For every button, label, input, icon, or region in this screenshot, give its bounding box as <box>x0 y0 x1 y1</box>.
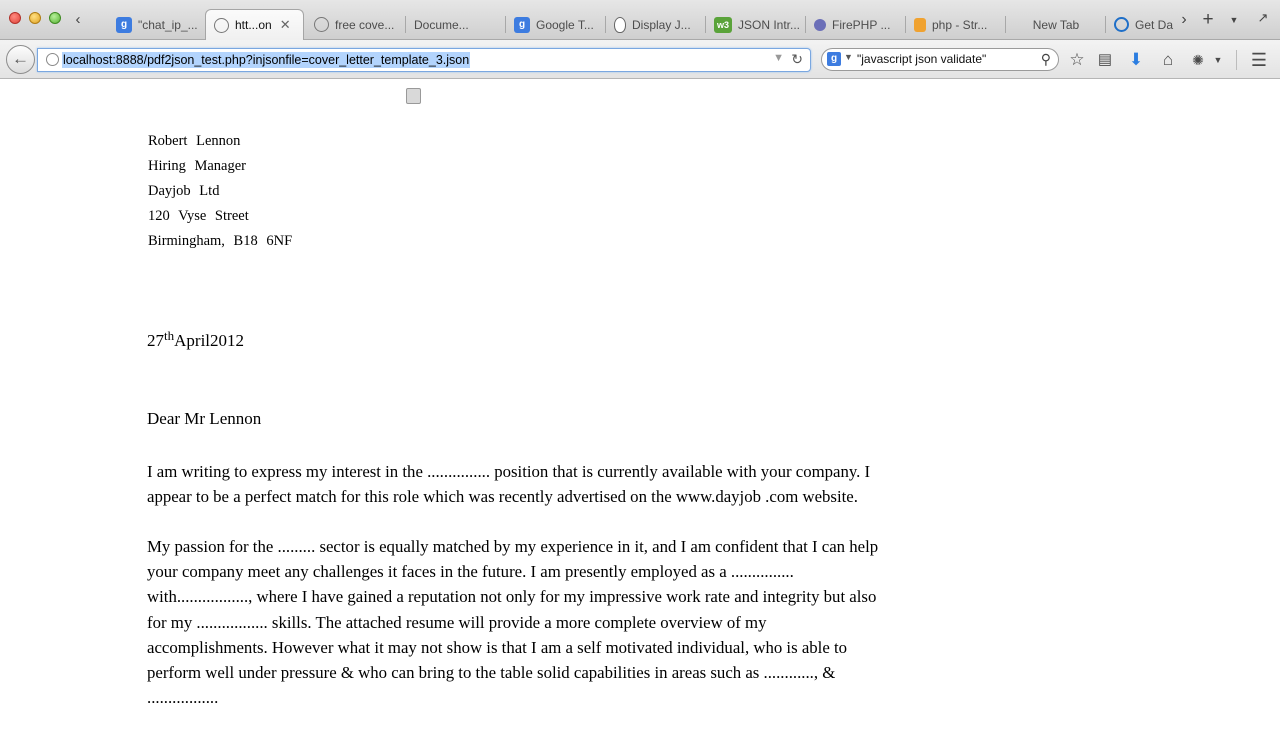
tab-display-json[interactable] <box>606 9 706 40</box>
scroll-tabs-right-icon[interactable]: › <box>1181 11 1187 28</box>
address-line-name: Robert Lennon <box>148 133 241 149</box>
bookmarks-list-icon[interactable]: ▤ <box>1097 51 1113 68</box>
tab-google-translate[interactable] <box>506 9 606 40</box>
tab-new-tab[interactable] <box>1006 9 1106 40</box>
scroll-tabs-left-icon[interactable]: ‹ <box>75 11 81 28</box>
address-line-company: Dayjob Ltd <box>148 183 220 199</box>
tab-documents[interactable] <box>406 9 506 40</box>
tab-label: php - Str... <box>932 17 988 32</box>
search-bar[interactable] <box>821 48 1059 71</box>
stackoverflow-icon <box>914 18 926 32</box>
address-line-title: Hiring Manager <box>148 158 247 174</box>
tab-label: Get Da <box>1135 17 1174 32</box>
paragraph-line: I am writing to express my interest in the ............... position that is currently available with your company. I <box>147 462 871 481</box>
date-month-year: April2012 <box>174 331 245 350</box>
close-window-button[interactable] <box>9 12 21 24</box>
paragraph-1 <box>147 459 947 509</box>
tab-label: "chat_ip_... <box>138 17 198 32</box>
address-line-street: 120 Vyse Street <box>148 208 249 224</box>
search-engine-icon[interactable]: g <box>827 52 841 66</box>
minimize-window-button[interactable] <box>29 12 41 24</box>
globe-icon <box>314 17 329 32</box>
firebug-dropdown-icon[interactable]: ▼ <box>1213 55 1223 65</box>
egg-icon <box>614 17 626 33</box>
address-line-city: Birmingham, B18 6NF <box>148 233 293 249</box>
google-icon: g <box>514 17 530 33</box>
menu-icon[interactable]: ☰ <box>1250 50 1268 70</box>
w3schools-icon: w3 <box>714 17 732 33</box>
letter-date <box>147 328 245 351</box>
list-all-tabs-icon[interactable]: ▼ <box>1229 15 1239 25</box>
tab-label: JSON Intr... <box>738 17 801 32</box>
tab-label: FirePHP ... <box>832 17 891 32</box>
close-tab-icon[interactable]: ✕ <box>279 17 291 32</box>
search-icon[interactable]: ⚲ <box>1040 51 1051 67</box>
back-button[interactable] <box>6 45 35 74</box>
bookmark-star-icon[interactable]: ☆ <box>1069 50 1085 69</box>
paragraph-line: accomplishments. However what it may not show is that I am a self motivated individual, who is able to <box>147 637 848 657</box>
home-icon[interactable]: ⌂ <box>1162 50 1174 69</box>
firephp-icon <box>814 19 826 31</box>
site-identity-globe-icon[interactable] <box>46 53 59 66</box>
date-suffix: th <box>164 328 175 343</box>
paragraph-line: perform well under pressure & who can bring to the table solid capabilities in areas such as ............, & <box>147 663 836 683</box>
paragraph-line: with................., where I have gained a reputation not only for my impressive work rate and integrity but also <box>147 587 877 607</box>
tab-strip <box>0 0 1280 40</box>
date-day: 27 <box>147 331 164 350</box>
tab-free-cover[interactable] <box>306 9 406 40</box>
new-tab-plus-icon[interactable]: + <box>1202 9 1214 30</box>
tab-label: free cove... <box>335 17 395 32</box>
paragraph-line: appear to be a perfect match for this role which was recently advertised on the www.dayjob .com website. <box>147 487 858 507</box>
tab-chat-ip[interactable] <box>108 9 205 40</box>
zoom-window-button[interactable] <box>49 12 61 24</box>
pdf-document-content <box>0 79 1280 729</box>
tab-get-data[interactable] <box>1106 9 1174 40</box>
reload-icon[interactable]: ↻ <box>791 51 803 67</box>
url-text[interactable]: localhost:8888/pdf2json_test.php?injsonfile=cover_letter_template_3.json <box>63 53 470 67</box>
navigation-toolbar <box>0 40 1280 79</box>
tab-label: Display J... <box>632 17 691 32</box>
downloads-icon[interactable]: ⬇ <box>1128 50 1144 69</box>
tab-firephp[interactable] <box>806 9 906 40</box>
search-engine-dropdown-icon[interactable]: ▼ <box>844 52 853 62</box>
paragraph-line: your company meet any challenges it faces in the future. I am presently employed as a ............... <box>147 562 794 582</box>
url-bar[interactable] <box>37 48 811 72</box>
tab-label: htt...on <box>235 18 272 32</box>
globe-icon <box>214 18 229 33</box>
paragraph-2 <box>147 534 947 710</box>
tab-json-intro[interactable] <box>706 9 806 40</box>
url-history-dropdown-icon[interactable]: ▼ <box>773 52 784 64</box>
firebug-icon[interactable]: ✺ <box>1192 52 1204 68</box>
tab-label: Google T... <box>536 17 594 32</box>
back-arrow-icon: ← <box>12 49 29 68</box>
tab-php-stack[interactable] <box>906 9 1006 40</box>
paragraph-line: for my ................. skills. The attached resume will provide a more complete overview of my <box>147 612 767 632</box>
tab-label: Docume... <box>414 17 469 32</box>
tab-active-localhost[interactable] <box>205 9 304 40</box>
tab-label: New Tab <box>1032 17 1080 32</box>
fullscreen-icon[interactable]: ↗ <box>1257 10 1269 25</box>
swirl-icon <box>1114 17 1129 32</box>
paragraph-line: My passion for the ......... sector is equally matched by my experience in it, and I am confident that I can help <box>147 537 879 556</box>
paragraph-line: ................. <box>147 688 219 708</box>
google-icon: g <box>116 17 132 33</box>
salutation: Dear Mr Lennon <box>147 409 262 428</box>
search-input[interactable]: "javascript json validate" <box>857 52 987 66</box>
